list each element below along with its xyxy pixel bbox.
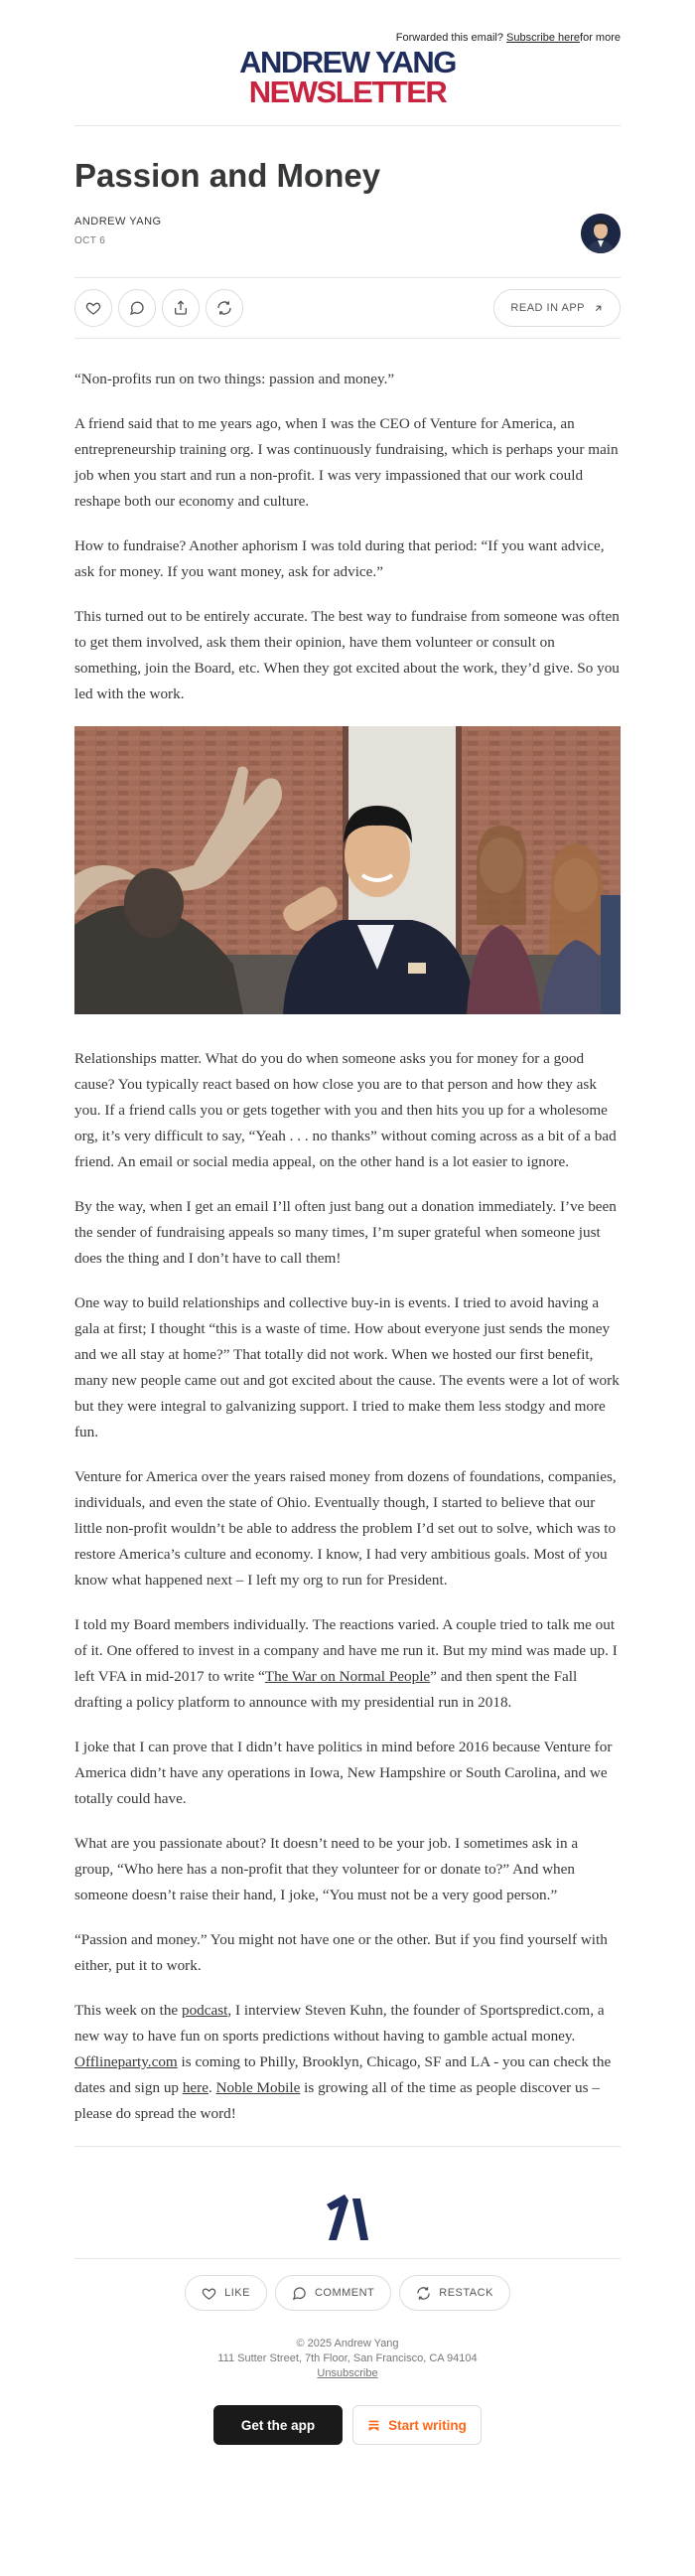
divider — [74, 125, 621, 126]
like-label: LIKE — [224, 2287, 250, 2299]
book-link[interactable]: The War on Normal People — [264, 1668, 431, 1685]
email-container — [74, 0, 621, 2461]
yang-logo-icon — [323, 2191, 372, 2244]
heart-icon — [202, 2286, 216, 2301]
author-name[interactable]: ANDREW YANG — [74, 216, 162, 227]
restack-icon — [216, 300, 232, 316]
mailing-address: 111 Sutter Street, 7th Floor, San Francisco, CA 94104 — [217, 2352, 478, 2364]
like-button[interactable] — [74, 289, 112, 327]
copyright: © 2025 Andrew Yang — [296, 2338, 399, 2349]
forward-notice — [74, 0, 621, 44]
forward-prefix: Forwarded this email? — [395, 32, 503, 44]
paragraph — [74, 1612, 621, 1716]
footer-actions — [74, 2259, 621, 2333]
paragraph: “Passion and money.” You might not have one or the other. But if you find yourself with either, put it to work. — [74, 1931, 608, 1974]
paragraph — [74, 1998, 621, 2127]
paragraph: What are you passionate about? It doesn’t need to be your job. I sometimes ask in a group, “Who here has a non-profit that they volunteer for or donate to?” And when someone doesn’t raise their hand, I joke, “You must not be a very good person.” — [74, 1835, 579, 1903]
unsubscribe-link[interactable]: Unsubscribe — [317, 2367, 378, 2379]
forward-suffix: for more — [580, 32, 621, 44]
restack-label: RESTACK — [439, 2287, 493, 2299]
arrow-up-right-icon — [593, 303, 604, 314]
footer-restack-button[interactable] — [399, 2275, 510, 2311]
post-date: OCT 6 — [74, 235, 106, 246]
paragraph-text: is coming to Philly, Brooklyn, Chicago, SF and LA - you can check the dates and sign up — [74, 2053, 612, 2096]
divider — [74, 338, 621, 339]
get-the-app-button[interactable] — [213, 2405, 343, 2445]
paragraph: Relationships matter. What do you do when someone asks you for money for a good cause? You typically react based on how close you are to that person and how they ask you. If a friend calls you or gets together with you and then hits you up for a wholesome org, it’s very difficult to say, “Yeah . . . no thanks” without coming across as a bit of a bad friend. An email or social media appeal, on the other hand is a lot easier to ignore. — [74, 1050, 617, 1170]
byline — [74, 214, 621, 277]
footer-comment-button[interactable] — [275, 2275, 391, 2311]
noble-mobile-link[interactable]: Noble Mobile — [215, 2079, 301, 2096]
avatar-portrait — [581, 214, 621, 253]
paragraph: By the way, when I get an email I’ll often just bang out a donation immediately. I’ve been the sender of fundraising appeals so many times, I’m super grateful when someone just does the thing and I don’t have to call them! — [74, 1198, 617, 1267]
podcast-link[interactable]: podcast — [181, 2002, 228, 2019]
post-title[interactable]: Passion and Money — [74, 157, 381, 194]
logo-line-2: NEWSLETTER — [248, 75, 447, 109]
paragraph-text: is growing all of the time as people discover us – please do spread the word! — [74, 2079, 600, 2122]
comment-icon — [292, 2286, 307, 2301]
photo-andrew-yang-high-five — [74, 726, 621, 1014]
share-icon — [173, 300, 189, 316]
paragraph: I joke that I can prove that I didn’t have politics in mind before 2016 because Venture for America didn’t have any operations in Iowa, New Hampshire or South Carolina, and we totally could have. — [74, 1739, 613, 1807]
read-in-app-button[interactable] — [493, 289, 621, 327]
paragraph-text: , I interview Steven Kuhn, the founder of Sportspredict.com, a new way to have fun on sports predictions without having to gamble actual money. — [74, 2002, 605, 2045]
post-image[interactable] — [74, 726, 621, 1014]
substack-icon — [367, 2419, 380, 2432]
comment-button[interactable] — [118, 289, 156, 327]
signup-link[interactable]: here — [182, 2079, 208, 2096]
offlineparty-link[interactable]: Offlineparty.com — [74, 2053, 178, 2070]
heart-icon — [85, 300, 101, 316]
share-button[interactable] — [162, 289, 200, 327]
logo-line-1: ANDREW YANG — [239, 45, 456, 79]
paragraph: This turned out to be entirely accurate. The best way to fundraise from someone was often to get them involved, ask them their opinion, have them volunteer or consult on something, join the Board, etc. When they got excited about the work, they’d give. So you led with the work. — [74, 608, 620, 702]
paragraph: One way to build relationships and collective buy-in is events. I tried to avoid having a gala at first; I thought “this is a waste of time. How about everyone just sends the money and we all stay at home?” That totally did not work. When we hosted our first benefit, many new people came out and got excited about the cause. The events were a lot of work but they were integral to galvanizing support. I tried to make them less stodgy and more fun. — [74, 1294, 620, 1440]
comment-icon — [129, 300, 145, 316]
paragraph-text: . — [208, 2079, 216, 2096]
start-writing-label: Start writing — [388, 2417, 467, 2433]
paragraph: A friend said that to me years ago, when I was the CEO of Venture for America, an entrepreneurship training org. I was continuously fundraising, which is perhaps your main job when you start and run a non-profit. I was very impassioned that our work could reshape both our economy and culture. — [74, 415, 619, 510]
paragraph: Venture for America over the years raised money from dozens of foundations, companies, individuals, and even the state of Ohio. Eventually though, I started to believe that our little non-profit wouldn’t be able to address the problem I’d set out to solve, which was to restore America’s culture and economy. I know, I had very ambitious goals. Most of you know what happened next – I left my org to run for President. — [74, 1468, 617, 1589]
footer-address — [74, 2337, 621, 2381]
start-writing-button[interactable] — [352, 2405, 482, 2445]
paragraph: How to fundraise? Another aphorism I was told during that period: “If you want advice, ask for money. If you want money, ask for advice.” — [74, 537, 605, 580]
paragraph: “Non-profits run on two things: passion and money.” — [74, 371, 395, 387]
restack-button[interactable] — [206, 289, 243, 327]
read-in-app-label: READ IN APP — [510, 302, 585, 314]
publication-logo[interactable] — [74, 2147, 621, 2258]
restack-icon — [416, 2286, 431, 2301]
paragraph-text: ” and then spent the Fall drafting a policy platform to announce with my presidential run in 2018. — [74, 1668, 578, 1711]
author-avatar[interactable] — [581, 214, 621, 253]
footer-cta — [74, 2405, 621, 2461]
footer-like-button[interactable] — [185, 2275, 267, 2311]
newsletter-logo[interactable] — [74, 45, 621, 125]
comment-label: COMMENT — [314, 2287, 375, 2299]
get-app-label: Get the app — [240, 2417, 316, 2433]
post-actions — [74, 278, 621, 338]
paragraph-text: This week on the — [74, 2002, 182, 2019]
paragraph-text: I told my Board members individually. The reactions varied. A couple tried to talk me out of it. One offered to invest in a company and have me run it. But my mind was made up. I left VFA in mid-2017 to write “ — [74, 1616, 618, 1685]
post-body — [74, 367, 621, 2127]
subscribe-link[interactable]: Subscribe here — [506, 32, 581, 44]
